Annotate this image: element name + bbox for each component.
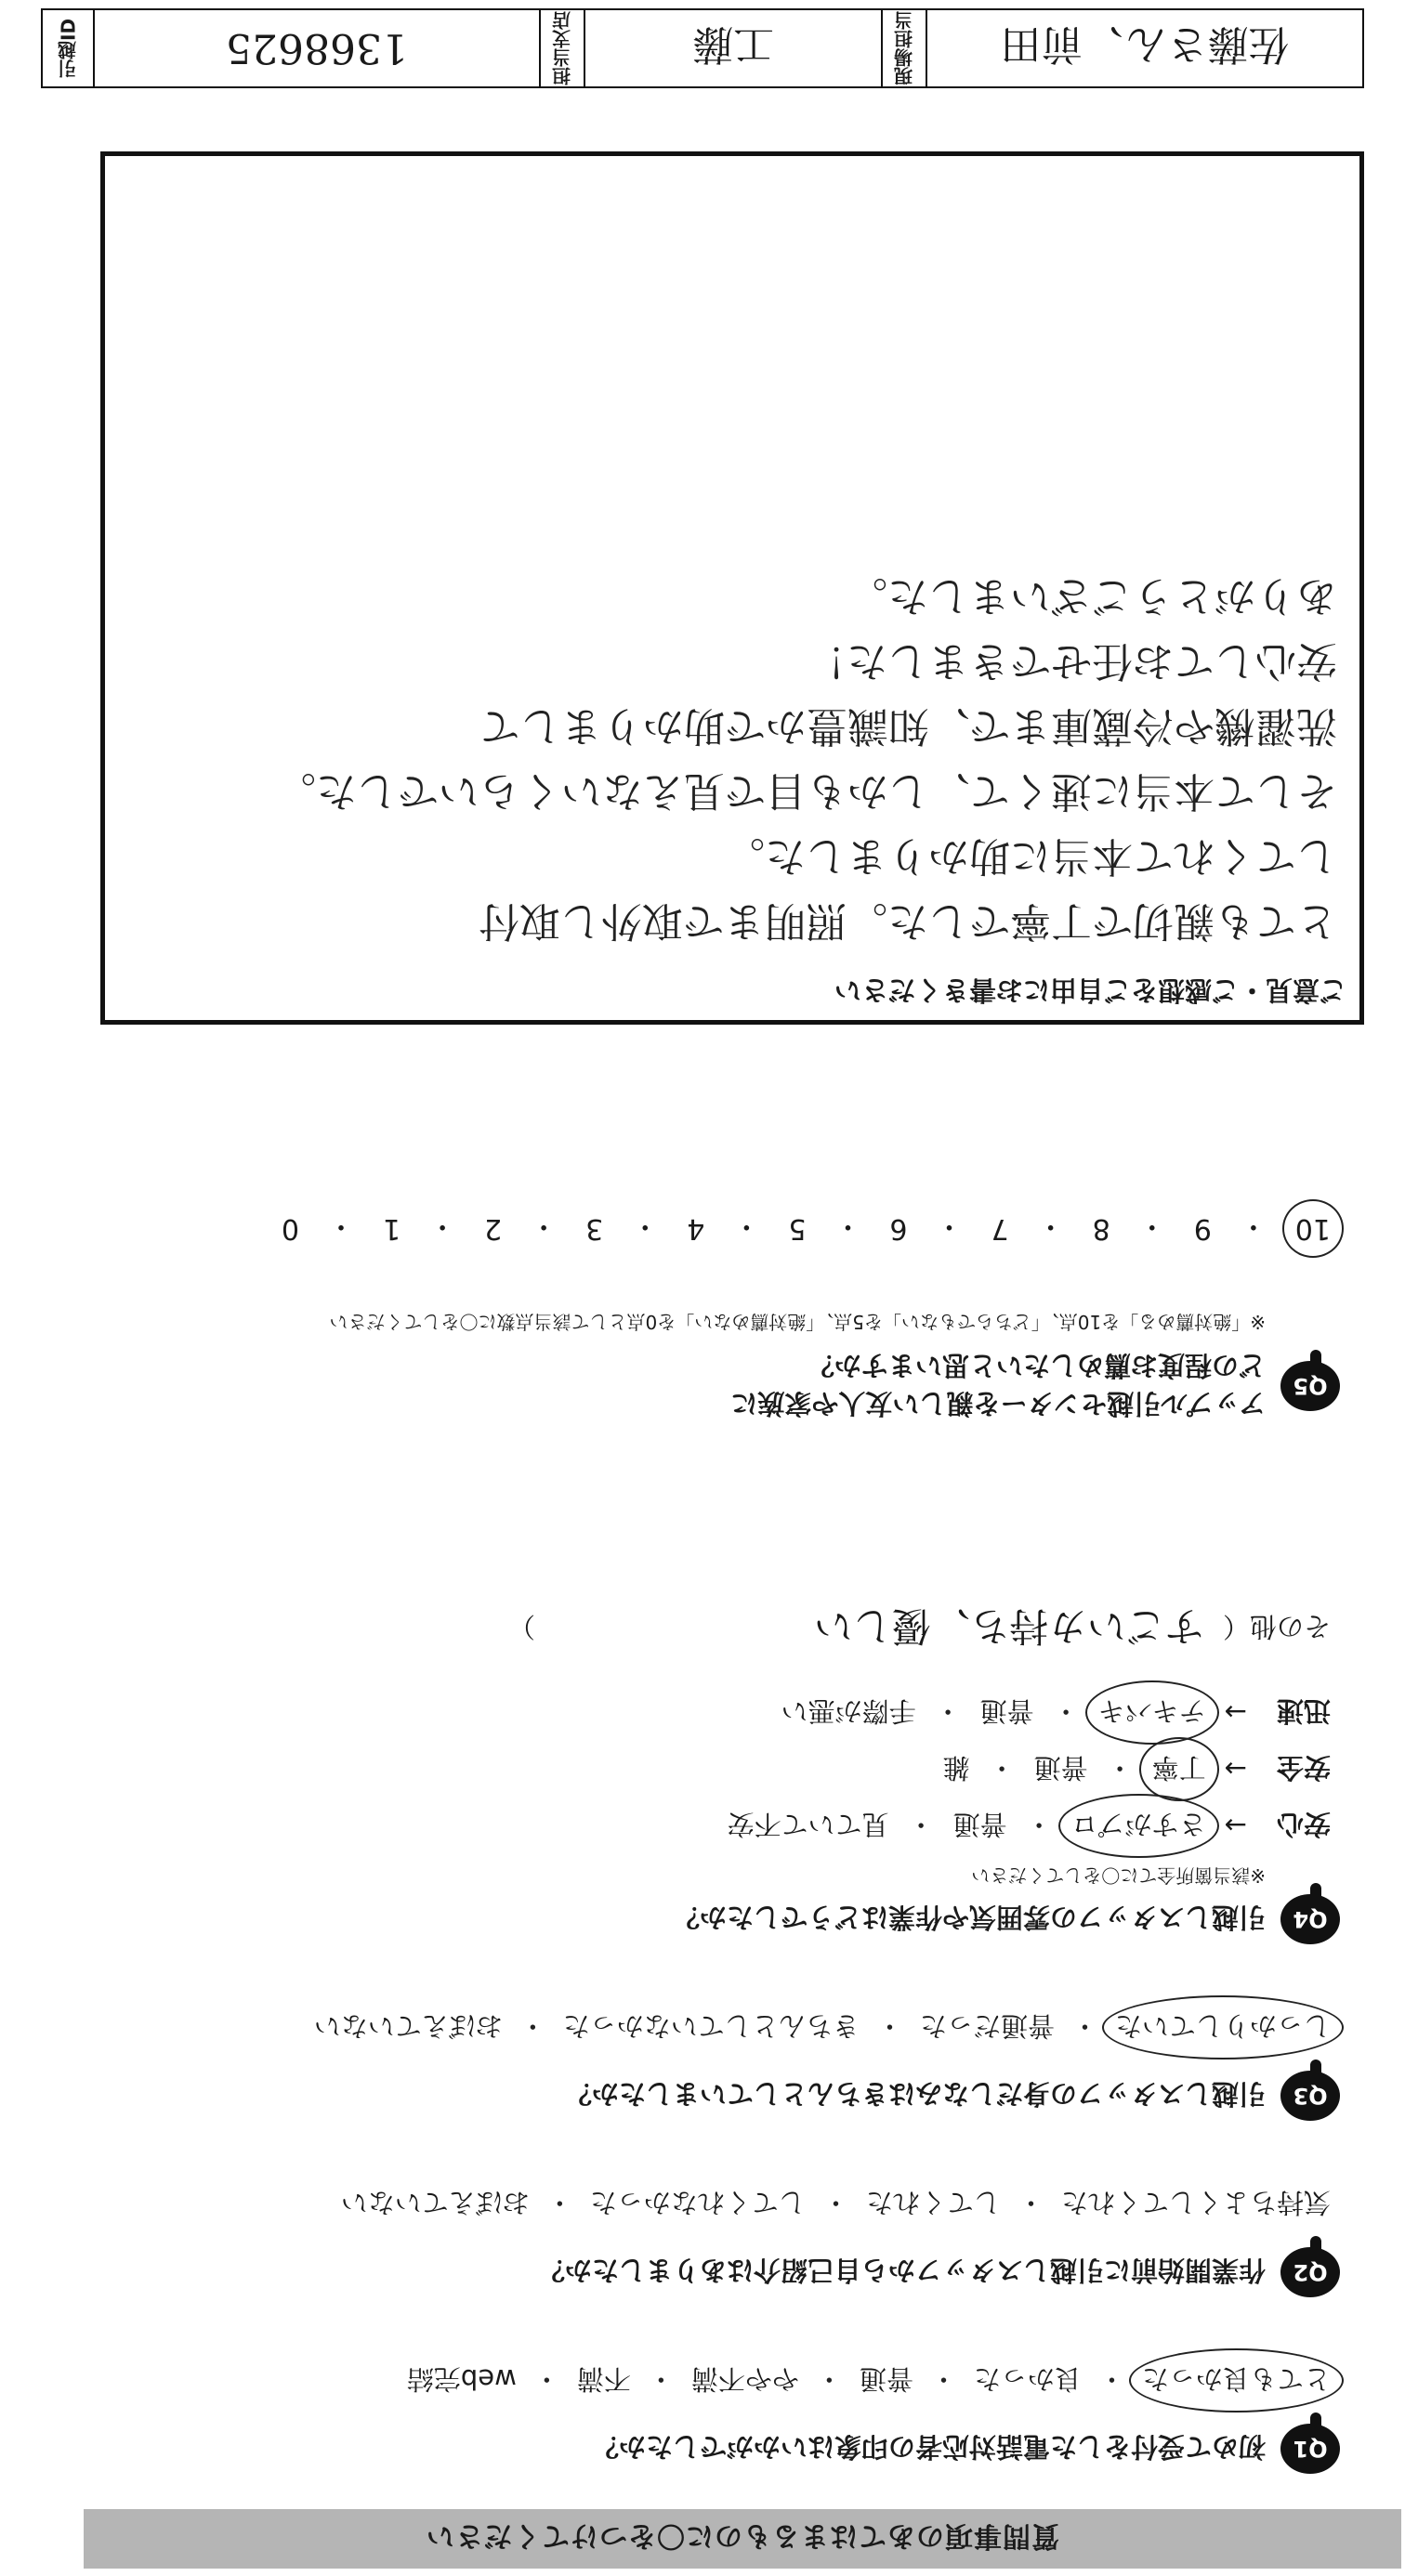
- q2-option-1[interactable]: 気持ちよくしてくれた: [1060, 2187, 1331, 2218]
- q4-anzen-option-1[interactable]: 丁寧: [1152, 1750, 1206, 1788]
- q4-anshin-option-2[interactable]: 普通: [952, 1809, 1007, 1840]
- q2-badge: Q2: [1280, 2247, 1340, 2297]
- q4-anzen-option-3[interactable]: 雑: [942, 1752, 970, 1784]
- q4-jinsoku-option-3[interactable]: 手際が悪い: [781, 1695, 916, 1727]
- q4-anshin-option-3[interactable]: 見ていて不安: [727, 1809, 889, 1840]
- q1-options: とても良かった ・ 良かった ・ 普通 ・ やや不満 ・ 不満 ・ web完結: [58, 2361, 1331, 2399]
- q4-anshin-option-1[interactable]: さすがプロ: [1071, 1807, 1206, 1845]
- q1-option-5[interactable]: 不満: [576, 2363, 631, 2395]
- q2-text: 作業開始前に引越しスタッフから自己紹介はありましたか？: [537, 2255, 1266, 2287]
- q4-other-value[interactable]: すごいカ持ち、優しい: [813, 1603, 1204, 1649]
- q2-options: 気持ちよくしてくれた ・ してくれた ・ してくれなかった ・ おぼえていない: [58, 2185, 1331, 2223]
- q4-jinsoku-option-1[interactable]: テキパキ: [1098, 1693, 1206, 1732]
- comment-label: ご意見・ご感想をご自由にお書きください: [834, 974, 1346, 1006]
- id-value-cell: [93, 10, 539, 86]
- q5-note: ※「絶対薦める」を10点、「どちらでもない」を5点、「絶対薦めない」を0点として該当点数に〇をしてください: [329, 1311, 1266, 1333]
- q4-note: ※該当箇所全てに〇をしてください: [971, 1864, 1266, 1887]
- q1-option-4[interactable]: やや不満: [690, 2363, 799, 2395]
- id-value: 1368625: [226, 24, 408, 72]
- q1-badge: Q1: [1280, 2424, 1340, 2474]
- q4-other: [58, 1601, 1331, 1656]
- q1-option-2[interactable]: 良かった: [973, 2363, 1082, 2395]
- q5-score-9[interactable]: 9: [1193, 1212, 1212, 1246]
- question-4: [58, 1601, 1340, 1944]
- q5-score-8[interactable]: 8: [1092, 1212, 1110, 1246]
- arrow-icon: →: [1224, 1810, 1247, 1842]
- q5-score-2[interactable]: 2: [484, 1212, 503, 1246]
- q5-score-4[interactable]: 4: [687, 1212, 705, 1246]
- id-label: 引越ID: [57, 18, 80, 79]
- q2-option-3[interactable]: してくれなかった: [589, 2187, 806, 2218]
- q2-option-2[interactable]: してくれた: [865, 2187, 1001, 2218]
- staff-label-cell: [881, 10, 926, 86]
- q1-text: 初めて受付をした電話対応者の印象はいかがでしたか？: [591, 2431, 1266, 2464]
- arrow-icon: →: [1224, 1753, 1247, 1785]
- q5-score-10[interactable]: 10: [1294, 1212, 1331, 1246]
- q4-row-anshin: 安心 → さすがプロ ・ 普通 ・ 見ていて不安: [58, 1807, 1331, 1845]
- comment-line: ありがとうございました。: [847, 572, 1337, 620]
- q2-option-4[interactable]: おぼえていない: [340, 2187, 530, 2218]
- q3-option-4[interactable]: おぼえていない: [313, 2010, 503, 2042]
- comment-line: とても親切で丁寧でした。照明まで取外し取付: [479, 897, 1337, 945]
- q5-score-6[interactable]: 6: [889, 1212, 908, 1246]
- q4-text: 引越しスタッフの雰囲気や作業はどうでしたか？: [672, 1902, 1266, 1934]
- q5-score-7[interactable]: 7: [991, 1212, 1009, 1246]
- q5-score-1[interactable]: 1: [382, 1212, 401, 1246]
- q5-text-line2: どの程度お薦めしたいと思いますか？: [807, 1350, 1266, 1381]
- question-3: [58, 2008, 1340, 2121]
- q5-score-5[interactable]: 5: [788, 1212, 807, 1246]
- q5-badge: Q5: [1280, 1361, 1340, 1411]
- q4-other-close: ）: [507, 1611, 535, 1643]
- comment-line: 安心してお任せできました！: [806, 637, 1337, 685]
- q4-badge: Q4: [1280, 1894, 1340, 1944]
- q4-row-jinsoku: 迅速 → テキパキ ・ 普通 ・ 手際が悪い: [58, 1693, 1331, 1732]
- q3-option-3[interactable]: きちんとしていなかった: [562, 2010, 860, 2042]
- comment-line: そして本当に速くて、しかも目で見えないくらいでした。: [274, 767, 1337, 815]
- q4-row-label: 安心: [1276, 1809, 1331, 1840]
- q1-option-1[interactable]: とても良かった: [1142, 2361, 1331, 2399]
- question-1: [58, 2361, 1340, 2474]
- comment-box[interactable]: [100, 151, 1364, 1025]
- q5-scale: 10 ・ 9 ・ 8 ・ 7 ・ 6 ・ 5 ・ 4 ・ 3 ・ 2 ・ 1 ・ 0: [281, 1210, 1331, 1246]
- footer-table: [41, 8, 1364, 88]
- q4-row-label: 安全: [1276, 1752, 1331, 1784]
- branch-label: 担当支店: [551, 11, 574, 85]
- staff-value: 佐藤さん、前田: [1000, 20, 1290, 68]
- id-label-cell: [43, 10, 93, 86]
- comment-line: 洗濯機や冷蔵庫まで、知識豊かで助かりまして: [479, 702, 1337, 750]
- q5-score-3[interactable]: 3: [585, 1212, 604, 1246]
- q4-other-label: その他（: [1222, 1611, 1331, 1643]
- staff-label: 現場担当: [893, 11, 916, 85]
- question-5: [58, 1310, 1340, 1424]
- q5-text-line1: アップル引越センターを親しい友人や家族に: [730, 1388, 1266, 1419]
- branch-value-cell: [584, 10, 881, 86]
- q1-option-6[interactable]: web完結: [406, 2363, 517, 2395]
- q3-text: 引越しスタッフの身だしなみはきちんとしていましたか？: [564, 2078, 1266, 2111]
- q3-badge: Q3: [1280, 2071, 1340, 2121]
- q4-row-label: 迅速: [1276, 1695, 1331, 1727]
- q4-anzen-option-2[interactable]: 普通: [1033, 1752, 1088, 1784]
- q1-option-3[interactable]: 普通: [859, 2363, 913, 2395]
- q3-options: しっかりしていた ・ 普通だった ・ きちんとしていなかった ・ おぼえていない: [58, 2008, 1331, 2046]
- q5-score-0[interactable]: 0: [281, 1212, 299, 1246]
- q4-row-anzen: 安全 → 丁寧 ・ 普通 ・ 雑: [58, 1750, 1331, 1788]
- q3-option-2[interactable]: 普通だった: [919, 2010, 1055, 2042]
- question-2: [58, 2185, 1340, 2297]
- comment-line: してくれて本当に助かりました。: [724, 832, 1337, 880]
- staff-value-cell: [926, 10, 1362, 86]
- branch-label-cell: [539, 10, 584, 86]
- q3-option-1[interactable]: しっかりしていた: [1115, 2008, 1331, 2046]
- instruction-band: 質問事項のあてはまるものに〇をつけてください: [84, 2509, 1401, 2569]
- arrow-icon: →: [1224, 1696, 1247, 1729]
- q4-jinsoku-option-2[interactable]: 普通: [979, 1695, 1034, 1727]
- branch-value: 工藤: [692, 20, 774, 68]
